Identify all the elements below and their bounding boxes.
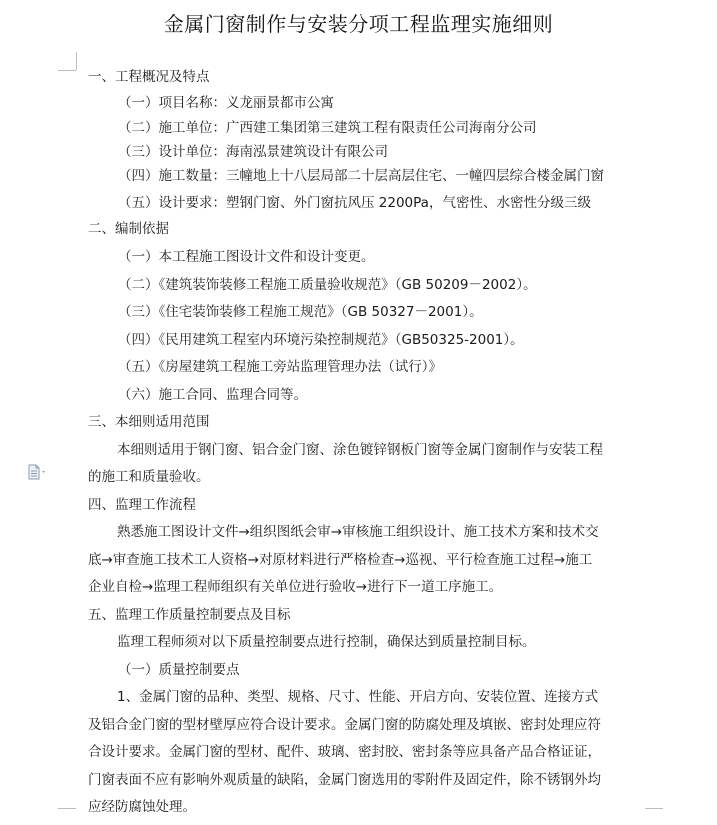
section-heading-2: 二、编制依据 — [88, 221, 169, 237]
paragraph-line: （三）设计单位：海南泓景建筑设计有限公司 — [118, 144, 388, 160]
paragraph-line: （一）项目名称：义龙丽景都市公寓 — [118, 95, 334, 111]
paragraph-line: 及铝合金门窗的型材壁厚应符合设计要求。金属门窗的防腐处理及填嵌、密封处理应符 — [88, 717, 601, 733]
paragraph-line: 底→审查施工技术工人资格→对原材料进行严格检查→巡视、平行检查施工过程→施工 — [88, 552, 593, 568]
paragraph-line: （二）施工单位：广西建工集团第三建筑工程有限责任公司海南分公司 — [118, 120, 537, 136]
paragraph-line: （三）《住宅装饰装修工程施工规范》（GB 50327－2001）。 — [118, 304, 483, 320]
paragraph-line: 熟悉施工图设计文件→组织图纸会审→审核施工组织设计、施工技术方案和技术交 — [117, 524, 599, 540]
paragraph-line: 门窗表面不应有影响外观质量的缺陷，金属门窗选用的零附件及固定件，除不锈钢外均 — [88, 772, 601, 788]
paragraph-line: 应经防腐蚀处理。 — [88, 799, 196, 815]
section-heading-1: 一、工程概况及特点 — [88, 69, 210, 85]
subsection-heading: （一）质量控制要点 — [118, 662, 240, 678]
paragraph-line: 企业自检→监理工程师组织有关单位进行验收→进行下一道工序施工。 — [88, 579, 503, 595]
paragraph-line: （五）设计要求：塑钢门窗、外门窗抗风压 2200Pa，气密性、水密性分级三级 — [118, 195, 591, 211]
paragraph-line: 的施工和质量验收。 — [88, 469, 210, 485]
section-heading-3: 三、本细则适用范围 — [88, 414, 210, 430]
paragraph-line: （二）《建筑装饰装修工程施工质量验收规范》（GB 50209－2002）。 — [118, 277, 537, 293]
paragraph-line: （四）施工数量：三幢地上十八层局部二十层高层住宅、一幢四层综合楼金属门窗 — [118, 168, 604, 184]
document-title: 金属门窗制作与安装分项工程监理实施细则 — [163, 12, 554, 36]
paragraph-line: （五）《房屋建筑工程施工旁站监理管理办法（试行）》 — [118, 359, 442, 375]
paragraph-line: （六）施工合同、监理合同等。 — [118, 387, 307, 403]
paragraph-line: 合设计要求。金属门窗的型材、配件、玻璃、密封胶、密封条等应具备产品合格证证， — [88, 744, 601, 760]
section-heading-4: 四、监理工作流程 — [88, 497, 196, 513]
document-icon[interactable] — [27, 464, 49, 480]
paragraph-line: （一）本工程施工图设计文件和设计变更。 — [118, 249, 375, 265]
section-heading-5: 五、监理工作质量控制要点及目标 — [88, 607, 291, 623]
paragraph-line: 1、金属门窗的品种、类型、规格、尺寸、性能、开启方向、安装位置、连接方式 — [117, 689, 599, 705]
paragraph-line: 本细则适用于钢门窗、铝合金门窗、涂色镀锌钢板门窗等金属门窗制作与安装工程 — [117, 442, 603, 458]
paragraph-line: 监理工程师须对以下质量控制要点进行控制，确保达到质量控制目标。 — [117, 634, 536, 650]
paragraph-line: （四）《民用建筑工程室内环境污染控制规范》（GB50325-2001）。 — [118, 332, 524, 348]
